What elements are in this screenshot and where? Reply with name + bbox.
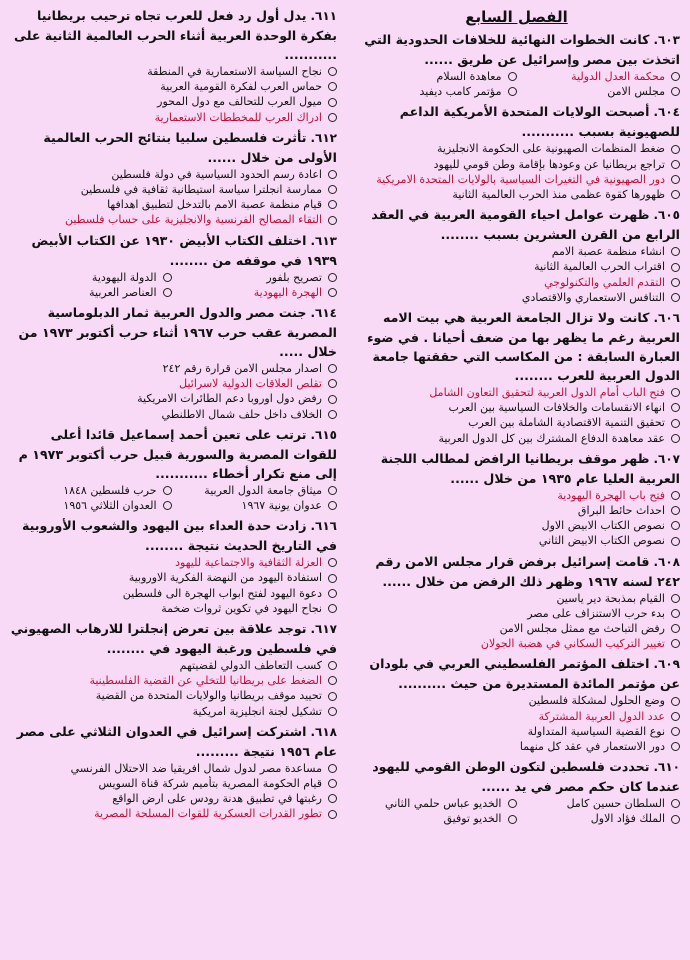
option-label: وضع الحلول لمشكلة فلسطين <box>528 694 665 708</box>
radio-bullet-icon[interactable] <box>328 410 337 419</box>
radio-bullet-icon[interactable] <box>671 624 680 633</box>
question-number: ٦١٣. <box>310 233 337 248</box>
radio-bullet-icon[interactable] <box>328 604 337 613</box>
options-row <box>6 483 337 498</box>
radio-bullet-icon[interactable] <box>328 379 337 388</box>
radio-bullet-icon[interactable] <box>671 712 680 721</box>
answer-option[interactable] <box>6 110 337 125</box>
question-stem: كانت ولا تزال الجامعة العربية هي بيت الامه العربية رغم ما يظهر بها من ضعف أحيانا . في ضوء العبارة السابقة : من المكاسب التي حققتها جامعة الدول العربية للعرب ........ <box>367 310 680 384</box>
option-label: بدء حرب الاستنزاف على مصر <box>527 606 665 620</box>
question-stem: أصبحت الولايات المتحدة الأمريكية الداعم للصهيونية بسبب ........... <box>399 104 680 140</box>
radio-bullet-icon[interactable] <box>671 190 680 199</box>
question-text <box>353 205 680 244</box>
radio-bullet-icon[interactable] <box>671 727 680 736</box>
options-row <box>353 811 680 826</box>
option-label: نجاح اليهود في تكوين ثروات ضخمة <box>161 601 322 615</box>
radio-bullet-icon[interactable] <box>328 185 337 194</box>
question-number: ٦١٦. <box>310 519 337 534</box>
options-list <box>6 361 337 422</box>
option-label: تطور القدرات العسكرية للقوات المسلحة المصرية <box>94 807 322 821</box>
question-block <box>6 303 337 422</box>
answer-option[interactable] <box>353 141 680 156</box>
answer-option[interactable] <box>6 658 337 673</box>
option-label: عقد معاهدة الدفاع المشترك بين كل الدول العربية <box>438 431 665 445</box>
option-label: دور الاستعمار في عقد كل منهما <box>519 740 665 754</box>
answer-option[interactable] <box>353 385 680 400</box>
option-label: نوع القضية السياسية المتداولة <box>527 724 665 738</box>
answer-option[interactable] <box>6 285 172 300</box>
option-label: كسب التعاطف الدولي لقضيتهم <box>179 659 322 673</box>
options-list <box>6 483 337 513</box>
question-block <box>353 308 680 446</box>
answer-option[interactable] <box>6 270 172 285</box>
question-text <box>6 303 337 361</box>
question-text <box>6 619 337 658</box>
radio-bullet-icon[interactable] <box>671 594 680 603</box>
option-label: العدوان الثلاثي ١٩٥٦ <box>63 499 157 513</box>
question-block <box>6 6 337 125</box>
question-number: ٦١٥. <box>310 427 337 442</box>
radio-bullet-icon[interactable] <box>328 589 337 598</box>
radio-bullet-icon[interactable] <box>508 87 517 96</box>
radio-bullet-icon[interactable] <box>508 799 517 808</box>
option-label: معاهدة السلام <box>436 70 502 83</box>
answer-option[interactable] <box>6 570 337 585</box>
radio-bullet-icon[interactable] <box>671 742 680 751</box>
option-label: محكمة العدل الدولية <box>571 70 665 83</box>
answer-option[interactable] <box>6 64 337 79</box>
options-list <box>353 244 680 305</box>
radio-bullet-icon[interactable] <box>328 574 337 583</box>
answer-option[interactable] <box>353 84 517 99</box>
option-label: حرب فلسطين ١٨٤٨ <box>63 483 157 497</box>
question-block <box>6 619 337 719</box>
radio-bullet-icon[interactable] <box>671 419 680 428</box>
option-label: تقلص العلاقات الدولية لاسرائيل <box>179 377 322 391</box>
question-number: ٦١٨. <box>310 724 337 739</box>
answer-option[interactable] <box>353 187 680 202</box>
question-text <box>353 308 680 385</box>
question-number: ٦١٧. <box>310 622 337 637</box>
answer-option[interactable] <box>6 806 337 821</box>
options-list <box>6 555 337 616</box>
question-number: ٦١٤. <box>310 306 337 321</box>
question-text <box>353 449 680 488</box>
option-label: فتح الباب أمام الدول العربية لتحقيق التعاون الشامل <box>429 386 665 400</box>
option-label: دور الصهيونية في التغيرات السياسية بالولايات المتحدة الامريكية <box>376 172 665 186</box>
answer-option[interactable] <box>6 167 337 182</box>
radio-bullet-icon[interactable] <box>671 815 680 824</box>
option-label: الخديو عباس حلمي الثاني <box>385 797 502 811</box>
option-label: القيام بمذبحة دير ياسين <box>556 591 665 605</box>
question-block <box>353 102 680 202</box>
options-list <box>353 796 680 826</box>
question-block <box>353 449 680 549</box>
answer-option[interactable] <box>353 290 680 305</box>
answer-option[interactable] <box>353 172 680 187</box>
chapter-title: الفصل السابع <box>465 8 568 26</box>
option-label: ميثاق جامعة الدول العربية <box>204 483 322 497</box>
question-number: ٦١٢. <box>310 130 337 145</box>
answer-option[interactable] <box>6 79 337 94</box>
answer-option[interactable] <box>517 84 681 99</box>
answer-option[interactable] <box>172 285 338 300</box>
option-label: ادراك العرب للمخططات الاستعمارية <box>154 110 322 124</box>
answer-option[interactable] <box>353 693 680 708</box>
options-row <box>6 285 337 300</box>
option-label: التنافس الاستعماري والاقتصادي <box>521 290 665 304</box>
question-number: ٦٠٣. <box>653 33 680 47</box>
question-stem: زادت حدة العداء بين اليهود والشعوب الأوروبية في التاريخ الحديث نتيجة ........ <box>21 518 337 554</box>
option-label: تحييد موقف بريطانيا والولايات المتحدة من القضية <box>95 689 322 703</box>
option-label: ظهورها كقوة عظمى منذ الحرب العالمية الثانية <box>452 188 665 202</box>
option-label: احداث حائط البراق <box>577 504 665 518</box>
answer-option[interactable] <box>6 688 337 703</box>
question-block <box>353 757 680 826</box>
question-block <box>6 516 337 616</box>
option-label: العزلة الثقافية والاجتماعية لليهود <box>175 556 322 570</box>
option-label: العناصر العربية <box>89 285 157 299</box>
answer-option[interactable] <box>353 739 680 754</box>
radio-bullet-icon[interactable] <box>328 692 337 701</box>
answer-option[interactable] <box>353 244 680 259</box>
answer-option[interactable] <box>6 704 337 719</box>
question-number: ٦٠٧. <box>653 451 680 466</box>
options-list <box>353 385 680 446</box>
radio-bullet-icon[interactable] <box>328 216 337 225</box>
option-label: الدولة اليهودية <box>91 270 157 284</box>
question-number: ٦٠٨. <box>653 554 680 569</box>
answer-option[interactable] <box>353 533 680 548</box>
option-label: رفض التباحث مع ممثل مجلس الامن <box>499 622 665 636</box>
answer-option[interactable] <box>353 275 680 290</box>
option-label: رغبتها في تطبيق هدنة رودس على ارض الواقع <box>112 792 322 806</box>
question-stem: كانت الخطوات النهائية للخلافات الحدودية التي اتخذت بين مصر وإسرائيل عن طريق ...... <box>364 32 680 67</box>
radio-bullet-icon[interactable] <box>328 676 337 685</box>
answer-option[interactable] <box>172 498 338 513</box>
radio-bullet-icon[interactable] <box>328 82 337 91</box>
option-label: دعوة اليهود لفتح ابواب الهجرة الى فلسطين <box>122 586 322 600</box>
options-list <box>353 488 680 549</box>
answer-option[interactable] <box>353 709 680 724</box>
question-text <box>6 425 337 483</box>
question-block <box>6 722 337 822</box>
radio-bullet-icon[interactable] <box>328 98 337 107</box>
question-stem: جنت مصر والدول العربية ثمار الدبلوماسية المصرية عقب حرب ١٩٦٧ أثناء حرب أكتوبر ١٩٧٣ من خلال ..... <box>18 305 337 360</box>
question-stem: اختلف المؤتمر الفلسطيني العربي في بلودان عن مؤتمر المائدة المستديرة من حيث .......... <box>369 656 680 692</box>
options-list <box>6 658 337 719</box>
radio-bullet-icon[interactable] <box>328 779 337 788</box>
radio-bullet-icon[interactable] <box>671 263 680 272</box>
question-stem: توجد علاقة بين تعرض إنجلترا للارهاب الصهيوني في فلسطين ورغبة اليهود في ........ <box>10 621 337 657</box>
option-label: السلطان حسين كامل <box>566 797 665 811</box>
answer-option[interactable] <box>353 796 517 811</box>
radio-bullet-icon[interactable] <box>328 501 337 510</box>
answer-option[interactable] <box>353 621 680 636</box>
question-text <box>6 128 337 167</box>
question-stem: ظهر موقف بريطانيا الرافض لمطالب اللجنة العربية العليا عام ١٩٣٥ من خلال ...... <box>380 450 680 486</box>
option-label: تشكيل لجنة انجليزية امريكية <box>192 704 322 718</box>
option-label: انشاء منظمة عصبة الامم <box>551 245 665 259</box>
answer-option[interactable] <box>517 69 681 84</box>
options-list <box>6 64 337 125</box>
radio-bullet-icon[interactable] <box>671 160 680 169</box>
answer-option[interactable] <box>353 157 680 172</box>
radio-bullet-icon[interactable] <box>671 639 680 648</box>
options-list <box>6 761 337 822</box>
answer-option[interactable] <box>6 182 337 197</box>
answer-option[interactable] <box>6 791 337 806</box>
radio-bullet-icon[interactable] <box>671 697 680 706</box>
option-label: اعادة رسم الحدود السياسية في دولة فلسطين <box>111 167 322 181</box>
answer-option[interactable] <box>6 391 337 406</box>
question-stem: اشتركت إسرائيل في العدوان الثلاثي على مصر عام ١٩٥٦ نتيجة ......... <box>16 723 337 759</box>
options-list <box>6 167 337 228</box>
question-stem: تأثرت فلسطين سلبيا بنتائج الحرب العالمية الأولى من خلال ...... <box>43 129 337 165</box>
radio-bullet-icon[interactable] <box>328 170 337 179</box>
answer-option[interactable] <box>517 796 681 811</box>
option-label: ممارسة انجلترا سياسة استيطانية ثقافية في فلسطين <box>80 183 322 197</box>
answer-option[interactable] <box>353 724 680 739</box>
answer-option[interactable] <box>353 503 680 518</box>
radio-bullet-icon[interactable] <box>328 113 337 122</box>
question-stem: ظهرت عوامل احياء القومية العربية في العقد الرابع من القرن العشرين بسبب ........ <box>371 207 680 243</box>
question-block <box>6 231 337 300</box>
option-label: الخديو توفيق <box>443 812 502 826</box>
answer-option[interactable] <box>353 259 680 274</box>
options-row <box>353 84 680 99</box>
answer-option[interactable] <box>353 400 680 415</box>
answer-option[interactable] <box>6 407 337 422</box>
radio-bullet-icon[interactable] <box>328 395 337 404</box>
options-row <box>6 498 337 513</box>
radio-bullet-icon[interactable] <box>163 288 172 297</box>
answer-option[interactable] <box>6 376 337 391</box>
option-label: مؤتمر كامب ديفيد <box>419 85 502 99</box>
option-label: نصوص الكتاب الابيض الاول <box>541 519 665 533</box>
question-block <box>6 425 337 513</box>
radio-bullet-icon[interactable] <box>508 72 517 81</box>
option-label: رفض دول اوروبا دعم الطائرات الامريكية <box>137 392 322 406</box>
answer-option[interactable] <box>353 488 680 503</box>
question-number: ٦٠٩. <box>653 657 680 672</box>
radio-bullet-icon[interactable] <box>671 175 680 184</box>
radio-bullet-icon[interactable] <box>163 486 172 495</box>
answer-option[interactable] <box>517 811 681 826</box>
option-label: انهاء الانقسامات والخلافات السياسية بين العرب <box>448 401 665 415</box>
radio-bullet-icon[interactable] <box>671 247 680 256</box>
option-label: الخلاف داخل حلف شمال الاطلنطي <box>161 407 322 421</box>
radio-bullet-icon[interactable] <box>671 293 680 302</box>
radio-bullet-icon[interactable] <box>671 72 680 81</box>
option-label: ضغط المنظمات الصهيونية على الحكومة الانجليزية <box>437 142 665 156</box>
option-label: ميول العرب للتحالف مع دول المحور <box>157 95 322 109</box>
radio-bullet-icon[interactable] <box>328 558 337 567</box>
radio-bullet-icon[interactable] <box>671 434 680 443</box>
answer-option[interactable] <box>6 761 337 776</box>
option-label: تصريح بلفور <box>266 270 322 284</box>
option-label: مجلس الامن <box>607 85 665 99</box>
question-text <box>353 552 680 591</box>
radio-bullet-icon[interactable] <box>328 794 337 803</box>
answer-option[interactable] <box>353 69 517 84</box>
options-list <box>353 69 680 99</box>
answer-option[interactable] <box>6 601 337 616</box>
options-row <box>6 270 337 285</box>
right-column <box>345 0 690 960</box>
question-number: ٦١٠. <box>653 760 680 775</box>
answer-option[interactable] <box>6 498 172 513</box>
option-label: الضغط على بريطانيا للتخلي عن القضية الفلسطينية <box>89 674 322 688</box>
option-label: فتح باب الهجرة اليهودية <box>557 488 665 502</box>
option-label: اصدار مجلس الامن قرارة رقم ٢٤٢ <box>162 362 322 376</box>
question-stem: تحددت فلسطين لتكون الوطن القومي لليهود عندما كان حكم مصر في يد ...... <box>372 759 680 795</box>
radio-bullet-icon[interactable] <box>671 609 680 618</box>
options-list <box>6 270 337 300</box>
answer-option[interactable] <box>353 431 680 446</box>
answer-option[interactable] <box>353 415 680 430</box>
answer-option[interactable] <box>6 94 337 109</box>
radio-bullet-icon[interactable] <box>671 388 680 397</box>
answer-option[interactable] <box>6 483 172 498</box>
option-label: الهجرة اليهودية <box>253 285 322 299</box>
radio-bullet-icon[interactable] <box>328 707 337 716</box>
radio-bullet-icon[interactable] <box>671 506 680 515</box>
options-row <box>353 796 680 811</box>
answer-option[interactable] <box>172 270 338 285</box>
question-text <box>6 722 337 761</box>
options-row <box>353 69 680 84</box>
radio-bullet-icon[interactable] <box>328 661 337 670</box>
option-label: التقدم العلمي والتكنولوجي <box>544 275 665 289</box>
radio-bullet-icon[interactable] <box>671 403 680 412</box>
question-text <box>353 654 680 693</box>
radio-bullet-icon[interactable] <box>671 278 680 287</box>
option-label: مساعدة مصر لدول شمال افريقيا ضد الاحتلال الفرنسي <box>70 761 322 775</box>
answer-option[interactable] <box>6 673 337 688</box>
answer-option[interactable] <box>6 776 337 791</box>
answer-option[interactable] <box>6 212 337 227</box>
question-number: ٦٠٦. <box>653 311 680 326</box>
question-block <box>6 128 337 228</box>
radio-bullet-icon[interactable] <box>671 145 680 154</box>
question-text <box>6 516 337 555</box>
answer-option[interactable] <box>6 586 337 601</box>
radio-bullet-icon[interactable] <box>328 288 337 297</box>
options-list <box>353 591 680 652</box>
radio-bullet-icon[interactable] <box>508 815 517 824</box>
option-label: تغيير التركيب السكاني في هضبة الجولان <box>480 637 665 651</box>
radio-bullet-icon[interactable] <box>328 764 337 773</box>
radio-bullet-icon[interactable] <box>328 364 337 373</box>
options-list <box>353 693 680 754</box>
answer-option[interactable] <box>353 518 680 533</box>
question-block <box>353 205 680 305</box>
question-text <box>353 30 680 69</box>
radio-bullet-icon[interactable] <box>671 537 680 546</box>
option-label: عدد الدول العربية المشتركة <box>538 709 665 723</box>
option-label: عدوان يونية ١٩٦٧ <box>241 499 322 513</box>
radio-bullet-icon[interactable] <box>328 486 337 495</box>
question-stem: يدل أول رد فعل للعرب تجاه ترحيب بريطانيا بفكرة الوحدة العربية أثناء الحرب العالمية الثانية على ........... <box>13 8 337 62</box>
answer-option[interactable] <box>172 483 338 498</box>
answer-option[interactable] <box>353 591 680 606</box>
question-text <box>353 102 680 141</box>
option-label: تراجع بريطانيا عن وعودها بإقامة وطن قومي لليهود <box>433 157 665 171</box>
option-label: تحقيق التنمية الاقتصادية الشاملة بين العرب <box>468 416 665 430</box>
option-label: الملك فؤاد الاول <box>590 812 665 826</box>
question-stem: ترتب على تعين أحمد إسماعيل قائدا أعلى للقوات المصرية والسورية قبيل حرب أكتوبر ١٩٧٣ م إلى منع تكرار أخطاء ........... <box>18 426 337 481</box>
question-block <box>353 654 680 754</box>
radio-bullet-icon[interactable] <box>328 273 337 282</box>
option-label: حماس العرب لفكرة القومية العربية <box>160 80 322 94</box>
question-text <box>6 6 337 64</box>
option-label: قيام منظمة عصبة الامم بالتدخل لتطبيق اهدافها <box>107 198 322 212</box>
radio-bullet-icon[interactable] <box>671 799 680 808</box>
question-text <box>353 757 680 796</box>
question-text <box>6 231 337 270</box>
option-label: نصوص الكتاب الابيض الثاني <box>538 534 665 548</box>
option-label: التقاء المصالح الفرنسية والانجليزية على حساب فلسطين <box>65 213 322 227</box>
question-number: ٦٠٤. <box>653 105 680 120</box>
question-block <box>353 552 680 652</box>
answer-option[interactable] <box>353 811 517 826</box>
question-number: ٦١١. <box>310 9 337 23</box>
answer-option[interactable] <box>6 197 337 212</box>
answer-option[interactable] <box>6 555 337 570</box>
answer-option[interactable] <box>353 636 680 651</box>
radio-bullet-icon[interactable] <box>328 67 337 76</box>
radio-bullet-icon[interactable] <box>671 87 680 96</box>
option-label: نجاح السياسة الاستعمارية في المنطقة <box>147 65 322 78</box>
radio-bullet-icon[interactable] <box>328 810 337 819</box>
options-list <box>353 141 680 202</box>
radio-bullet-icon[interactable] <box>671 491 680 500</box>
option-label: قيام الحكومة المصرية بتأميم شركة قناة السويس <box>98 777 322 791</box>
radio-bullet-icon[interactable] <box>163 273 172 282</box>
radio-bullet-icon[interactable] <box>328 200 337 209</box>
answer-option[interactable] <box>6 361 337 376</box>
radio-bullet-icon[interactable] <box>163 501 172 510</box>
answer-option[interactable] <box>353 606 680 621</box>
option-label: اقتراب الحرب العالمية الثانية <box>534 260 665 274</box>
question-block <box>353 30 680 99</box>
question-stem: اختلف الكتاب الأبيض ١٩٣٠ عن الكتاب الأبيض ١٩٣٩ في موقفه من ........ <box>31 232 337 268</box>
question-stem: قامت إسرائيل برفض قرار مجلس الامن رقم ٢٤٢ لسنه ١٩٦٧ وظهر ذلك الرفض من خلال ...... <box>375 553 680 589</box>
question-number: ٦٠٥. <box>653 208 680 223</box>
option-label: استفادة اليهود من النهضة الفكرية الاوروبية <box>128 571 322 585</box>
radio-bullet-icon[interactable] <box>671 521 680 530</box>
